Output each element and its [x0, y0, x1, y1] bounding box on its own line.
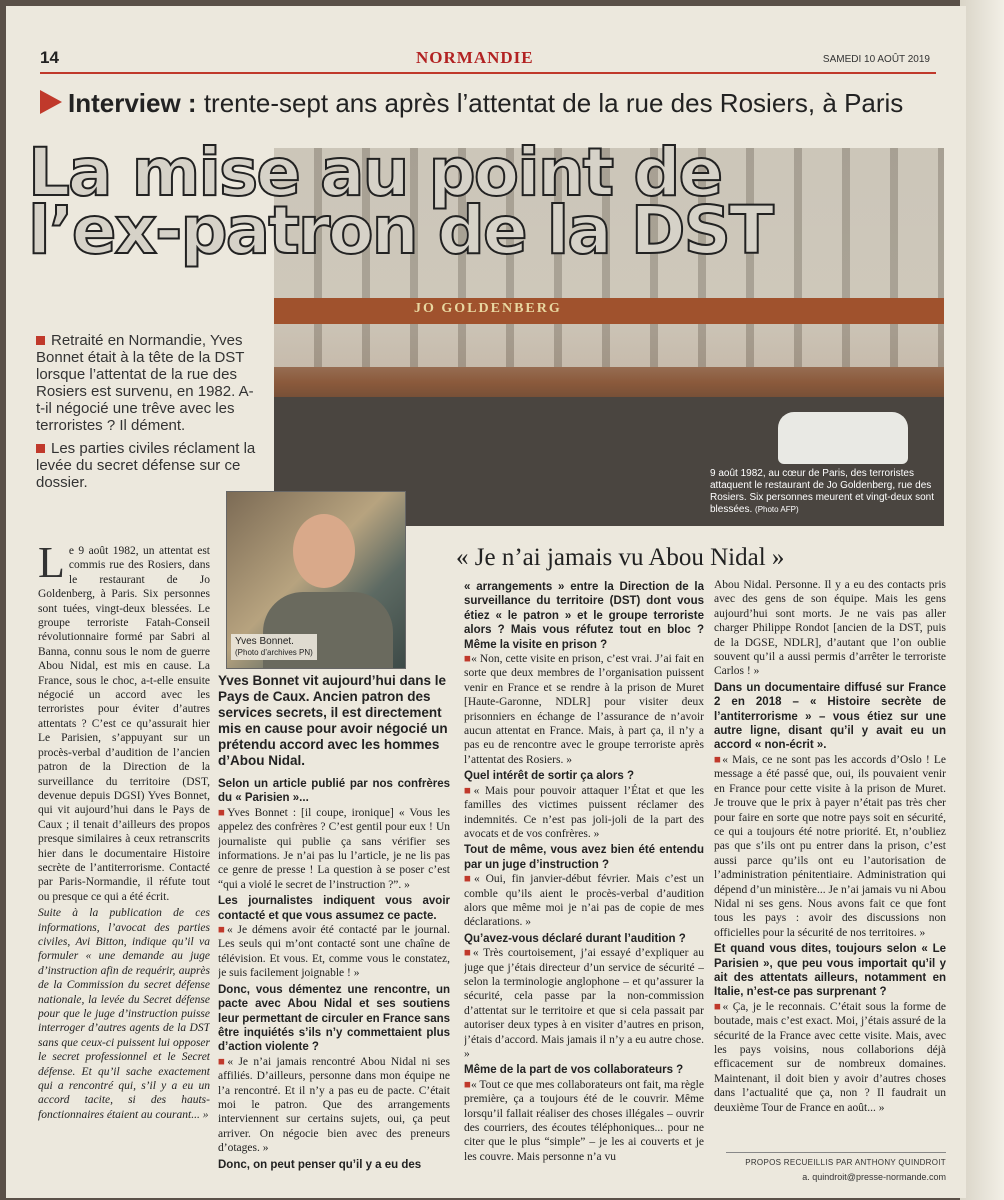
question: Tout de même, vous avez bien été entendu par un juge d’instruction ? — [464, 844, 704, 871]
answer-text: « Je démens avoir été contacté par le journal. Les seuls qui m’ont contacté sont une chaîne de télévision. Et vous. Et, comme vous le constatez, je suis facilement joignable ! » — [218, 924, 450, 980]
answer-marker: ■ — [464, 1078, 471, 1091]
bullet-square-icon — [36, 444, 45, 453]
photo-car — [778, 412, 908, 464]
portrait-caption — [231, 634, 317, 660]
page-number: 14 — [40, 48, 59, 67]
answer-text: « Mais, ce ne sont pas les accords d’Oslo ! Le message a été passé que, oui, ils pouvaient venir en France pour cette visite à la prison de Muret. Je trouve que le prix à payer n’était pas très cher pour faire en sorte que notre pays soit en sécurité, ce qui a toujours été notre priorité. Et, n’oubliez pas que s’ils ont pu entrer dans la prison, c’est aussi parce qu’ils ont eu l’autorisation de l’administration pénitentiaire. Administration qui dépend d’un ministère... Je n’ai jamais vu ni Abou Nidal ni ses gens. Nous avons fait ce que font tous les pays : avoir des discussions non officielles pour la sécurité de nos territoires. » — [714, 753, 946, 939]
answer-marker: ■ — [218, 924, 227, 937]
newspaper-page — [6, 6, 966, 1198]
portrait-photo — [226, 491, 406, 669]
dateline: SAMEDI 10 AOÛT 2019 — [822, 54, 930, 65]
question: Qu’avez-vous déclaré durant l’audition ? — [464, 932, 686, 945]
kicker-text: trente-sept ans après l’attentat de la rue des Rosiers, à Paris — [203, 88, 904, 118]
signature-email: a. quindroit@presse-normande.com — [802, 1172, 946, 1182]
question: Les journalistes indiquent vous avoir contacté et que vous assumez ce pacte. — [218, 895, 450, 922]
column-2 — [218, 673, 450, 1193]
answer — [218, 923, 450, 981]
intro: Yves Bonnet vit aujourd’hui dans le Pays de Caux. Ancien patron des services secrets, il est directement mis en cause pour avoir négocié un prétendu accord avec les hommes d’Abou Nidal. — [218, 673, 448, 768]
answer — [464, 652, 704, 767]
col1-para-1: e 9 août 1982, un attentat est commis rue des Rosiers, dans le restaurant de Jo Goldenberg, à Paris. Six personnes sont tuées, vingt-deux blessées. Le groupe terroriste Fatah-Conseil révolutionnaire formé par Sabri al Banna, connu sous le nom de guerre Abou Nidal, est mis en cause. La France, sous le choc, a-t-elle ensuite négocié un accord avec les terroristes pour éviter d’autres attentats ? C’est ce qu’assurait hier Le Parisien, s’appuyant sur un procès-verbal d’audition de l’ancien patron de la Direction de la surveillance du territoire (DST, devenue depuis DGSI) Yves Bonnet, qui vit aujourd’hui dans le Pays de Caux ; il tenait d’ailleurs des propos presque similaires à ceux retranscrits hier dans le documentaire Histoire secrète de l’antiterrorisme. Contacté par Paris-Normandie, il réfute tout ou presque ce qui a été écrit. — [38, 545, 210, 903]
answer-text: Yves Bonnet : [il coupe, ironique] « Vous les appelez des confrères ? C’est gentil pour eux ! Un journaliste qui publie ça sans vérifier ses informations. Je n’ai pas lu l’article, je ne lis pas ce genre de presse ! La question à se poser c’est “qui a violé le secret de l’instruction ?”. » — [218, 806, 450, 891]
photo-store-sign: JO GOLDENBERG — [414, 301, 562, 316]
page-edge — [960, 0, 1004, 1200]
question: Et quand vous dites, toujours selon « Le Parisien », que peu vous importait qu’il y ait des attentats ailleurs, notamment en Italie, n’est-ce pas surprenant ? — [714, 943, 946, 999]
photo-storefront — [274, 298, 944, 324]
dropcap: L — [38, 544, 65, 587]
answer — [464, 784, 704, 842]
answer-marker: ■ — [464, 947, 473, 960]
answer-text: « Oui, fin janvier-début février. Mais c’est un comble qu’ils aient le procès-verbal d’audition alors que même moi je n’ai pas de copie de mes déclarations. » — [464, 873, 704, 929]
answer-text: « Mais pour pouvoir attaquer l’État et que les familles des victimes puissent réclamer des indemnités. Ce n’est pas joli-joli de la part des avocats et de vos confrères. » — [464, 784, 704, 840]
answer-text: « Non, cette visite en prison, c’est vrai. J’ai fait en sorte que deux membres de l’organisation puissent venir en France et se rendre à la prison de Muret [Haute-Garonne, NDLR] pour visiter deux prisonniers en échange de l’assurance de n’avoir aucun attentat en France. Mais, à part ça, il n’y a pas eu de rencontre avec le groupe terroriste après l’attentat des Rosiers. » — [464, 653, 704, 766]
triangle-icon — [40, 90, 62, 114]
answer-marker: ■ — [218, 806, 228, 819]
answer-marker: ■ — [714, 1000, 723, 1013]
answer-marker: ■ — [464, 653, 472, 666]
headline-line-1: La mise au point de — [28, 134, 722, 211]
standfirst-text-1: Retraité en Normandie, Yves Bonnet était à la tête de la DST lorsque l’attentat de la rue des Rosiers est survenu, en 1982. A-t-il négocié une trêve avec les terroristes ? Il dément. — [36, 332, 254, 434]
portrait-credit: (Photo d’archives PN) — [235, 648, 313, 657]
photo-caption-text: 9 août 1982, au cœur de Paris, des terroristes attaquent le restaurant de Jo Goldenberg, rue des Rosiers. Six personnes meurent et vingt-deux sont blessées. — [710, 468, 934, 515]
question: Dans un documentaire diffusé sur France 2 en 2018 – « Histoire secrète de l’antiterrorisme » – vous étiez sur une autre ligne, disant qu’il y avait eu un accord « non-écrit ». — [714, 681, 946, 752]
header-rule — [40, 72, 936, 74]
kicker — [40, 88, 936, 119]
answer — [714, 753, 946, 940]
question: Donc, on peut penser qu’il y a eu des — [218, 1158, 422, 1171]
answer: Abou Nidal. Personne. Il y a eu des contacts pris avec des gens de son équipe. Mais les gens aujourd’hui sont morts. Je ne vais pas aller charger Philippe Rondot [ancien de la DST, puis de la DGSE, NDLR], d’autant que l’on oublie souvent qu’il a aussi permis d’arrêter le terroriste Carlos ! » — [714, 579, 946, 678]
answer-marker: ■ — [714, 753, 723, 766]
answer — [464, 1078, 704, 1164]
col1-para-2: Suite à la publication de ces informations, l’avocat des parties civiles, Avi Bitton, indique qu’il va formuler « une demande au juge d’instruction afin de requérir, auprès de la Commission du secret défense nationale, la levée du Secret défense pour que le juge d’instruction puisse interroger d’autres agents de la DST sans que ceux-ci puissent lui opposer le secret professionnel et le Secret défense. Et qu’il sache exactement qui a rencontré qui, s’il y a eu un accord tacite, si des hauts-fonctionnaires étaient au courant... » — [38, 907, 210, 1121]
answer — [218, 806, 450, 892]
photo-credit: (Photo AFP) — [755, 505, 799, 514]
question: Quel intérêt de sortir ça alors ? — [464, 770, 634, 783]
answer — [714, 1000, 946, 1115]
answer-text: « Tout ce que mes collaborateurs ont fait, ma règle première, ça a toujours été de le couvrir. Même lorsqu’il fallait réaliser des choses illégales – ouvrir des courriers, des écoutes téléphoniques... pour ne citer que le plus “simple” – je les ai couverts et je les couvre. Mais personne n’a vu — [464, 1078, 704, 1163]
portrait-face — [293, 514, 355, 588]
photo-caption — [710, 468, 936, 516]
answer — [218, 1055, 450, 1156]
signature-rule — [726, 1152, 946, 1153]
headline-line-2: l’ex-patron de la DST — [28, 192, 773, 269]
headline — [28, 134, 808, 269]
standfirst — [36, 332, 262, 497]
bullet-square-icon — [36, 336, 45, 345]
pull-quote: « Je n’ai jamais vu Abou Nidal » — [456, 544, 785, 571]
standfirst-text-2: Les parties civiles réclament la levée du secret défense sur ce dossier. — [36, 440, 256, 491]
portrait-name: Yves Bonnet. — [235, 636, 294, 647]
standfirst-para — [36, 440, 262, 491]
answer-marker: ■ — [464, 873, 474, 886]
question: Même de la part de vos collaborateurs ? — [464, 1064, 684, 1077]
answer-text: « Ça, je le reconnais. C’était sous la forme de boutade, mais c’est exact. Moi, j’étais assuré de la sécurité de la France avec cette visite. Mais, avec les pays voisins, nous collaborions déjà efficacement sur de nombreux domaines. Maintenant, il doit bien y avoir d’autres choses dans l’actualité que ça, non ? Il faudrait un deuxième Tour de France en août... » — [714, 1000, 946, 1114]
question: « arrangements » entre la Direction de la surveillance du territoire (DST) dont vous étiez « le patron » et le groupe terroriste alors ? Mais vous réfutez tout en bloc ? Même la visite en prison ? — [464, 581, 704, 651]
answer-marker: ■ — [464, 784, 474, 797]
standfirst-para — [36, 332, 262, 434]
answer — [464, 946, 704, 1061]
answer-text: « Je n’ai jamais rencontré Abou Nidal ni ses affiliés. D’ailleurs, personne dans mon équipe ne l’a rencontré. Et il n’y a pas eu de pacte. C’était moi le patron. Que des arrangements interviennent sur certains sujets, oui, ça peut arriver. On négocie bien avec des preneurs d’otages. » — [218, 1055, 450, 1155]
question: Selon un article publié par nos confrères du « Parisien »... — [218, 778, 450, 805]
answer-text: « Très courtoisement, j’ai essayé d’expliquer au juge que j’étais directeur d’un service de sécurité – selon la terminologie anglophone – et qu’assurer la sécurité, cela passe par la non-commission d’attentat sur le territoire et que si cela passait par autoriser deux types à en visiter d’autres en prison, j’étais d’accord. Mais jamais il n’y a eu autre chose. » — [464, 947, 704, 1060]
column-3 — [464, 578, 704, 1190]
kicker-lead: Interview : — [68, 88, 197, 118]
column-4 — [714, 578, 946, 1158]
signature-credit: PROPOS RECUEILLIS PAR ANTHONY QUINDROIT — [745, 1158, 946, 1167]
question: Donc, vous démentez une rencontre, un pacte avec Abou Nidal et ses soutiens leur permettant de circuler en France sans être inquiétés s’ils n’y commettaient plus d’action violente ? — [218, 983, 450, 1054]
answer — [464, 872, 704, 930]
section-title: NORMANDIE — [416, 48, 534, 67]
column-1 — [38, 544, 210, 1174]
answer-marker: ■ — [218, 1055, 228, 1068]
